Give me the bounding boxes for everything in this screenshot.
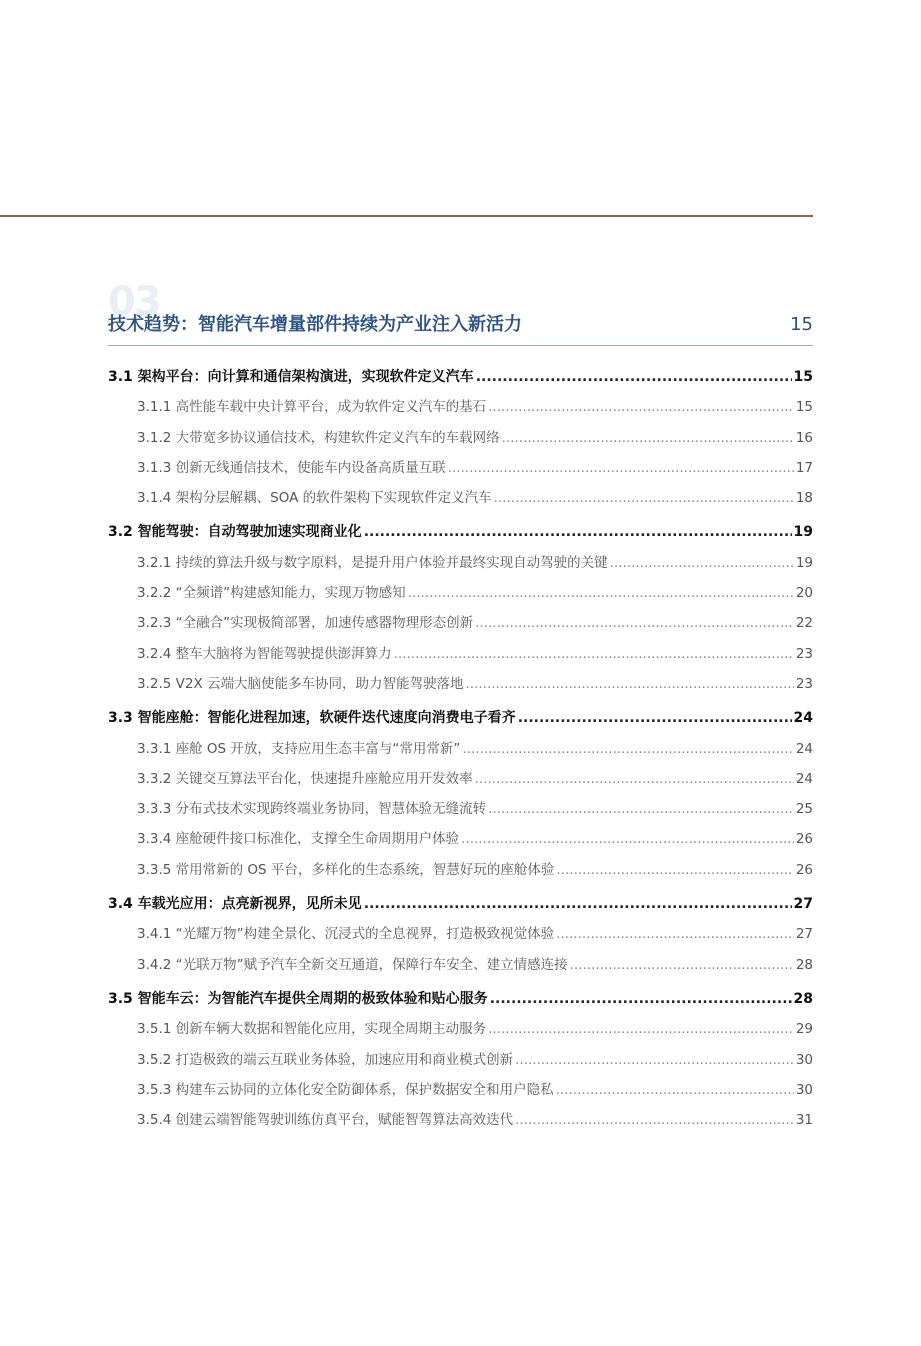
dot-leader: [570, 950, 794, 980]
toc-entry-page: 23: [795, 645, 813, 662]
toc-section-entry[interactable]: [108, 984, 813, 1014]
toc-entry-page: 28: [793, 990, 813, 1007]
toc-entry-page: 17: [795, 459, 813, 476]
toc-entry-page: 20: [795, 585, 813, 602]
toc-subsection-entry[interactable]: [108, 483, 813, 513]
toc-subsection-entry[interactable]: [108, 608, 813, 638]
dot-leader: [515, 1105, 794, 1135]
toc-subsection-entry[interactable]: [108, 1105, 813, 1135]
toc-entry-label: 3.4.1 “光耀万物”构建全景化、沉浸式的全息视界，打造极致视觉体验: [137, 926, 555, 943]
toc-subsection-entry[interactable]: [108, 824, 813, 854]
toc-entry-label: 3.5 智能车云：为智能汽车提供全周期的极致体验和贴心服务: [108, 990, 488, 1007]
dot-leader: [515, 1045, 794, 1075]
toc-entry-label: 3.2 智能驾驶：自动驾驶加速实现商业化: [108, 524, 362, 541]
chapter-page-number: 15: [790, 314, 813, 335]
toc-subsection-entry[interactable]: [108, 1075, 813, 1105]
dot-leader: [364, 889, 792, 919]
toc-section-entry[interactable]: [108, 517, 813, 547]
toc-subsection-entry[interactable]: [108, 453, 813, 483]
dot-leader: [462, 734, 793, 764]
toc-subsection-entry[interactable]: [108, 794, 813, 824]
toc-entry-page: 30: [795, 1081, 813, 1098]
toc-subsection-entry[interactable]: [108, 392, 813, 422]
dot-leader: [488, 392, 794, 422]
dot-leader: [494, 483, 794, 513]
toc-subsection-entry[interactable]: [108, 639, 813, 669]
chapter-heading: [108, 279, 813, 347]
toc-subsection-entry[interactable]: [108, 855, 813, 885]
toc-entry-page: 16: [795, 429, 813, 446]
toc-section-entry[interactable]: [108, 889, 813, 919]
toc-subsection-entry[interactable]: [108, 1045, 813, 1075]
toc-entry-label: 3.3.4 座舱硬件接口标准化，支撑全生命周期用户体验: [137, 831, 460, 848]
toc-entry-label: 3.2.4 整车大脑将为智能驾驶提供澎湃算力: [137, 645, 392, 662]
toc-section-entry[interactable]: [108, 703, 813, 733]
dot-leader: [475, 608, 794, 638]
toc-subsection-entry[interactable]: [108, 1014, 813, 1044]
dot-leader: [488, 794, 794, 824]
toc-entry-page: 24: [793, 710, 813, 727]
dot-leader: [394, 639, 794, 669]
toc-entry-label: 3.3.5 常用常新的 OS 平台，多样化的生态系统，智慧好玩的座舱体验: [137, 861, 555, 878]
toc-entry-page: 15: [795, 399, 813, 416]
toc-entry-page: 30: [795, 1051, 813, 1068]
toc-entry-page: 24: [795, 770, 813, 787]
chapter-title[interactable]: 技术趋势：智能汽车增量部件持续为产业注入新活力: [108, 314, 522, 335]
toc-entry-label: 3.1.2 大带宽多协议通信技术，构建软件定义汽车的车载网络: [137, 429, 500, 446]
toc-entry-page: 18: [795, 490, 813, 507]
toc-entry-label: 3.4.2 “光联万物”赋予汽车全新交互通道，保障行车安全、建立情感连接: [137, 956, 568, 973]
toc-entry-label: 3.5.2 打造极致的端云互联业务体验，加速应用和商业模式创新: [137, 1051, 514, 1068]
toc-entry-label: 3.3.2 关键交互算法平台化，快速提升座舱应用开发效率: [137, 770, 473, 787]
toc-entry-page: 27: [793, 896, 813, 913]
dot-leader: [502, 423, 794, 453]
toc-section-entry[interactable]: [108, 362, 813, 392]
toc-subsection-entry[interactable]: [108, 423, 813, 453]
toc-entry-label: 3.1.3 创新无线通信技术，使能车内设备高质量互联: [137, 459, 446, 476]
toc-entry-page: 15: [793, 369, 813, 385]
table-of-contents: [108, 362, 813, 1135]
toc-entry-label: 3.2.3 “全融合”实现极简部署，加速传感器物理形态创新: [137, 615, 474, 632]
toc-entry-page: 23: [795, 675, 813, 692]
toc-entry-label: 3.5.1 创新车辆大数据和智能化应用，实现全周期主动服务: [137, 1021, 487, 1038]
toc-entry-page: 22: [795, 615, 813, 632]
toc-entry-label: 3.3.1 座舱 OS 开放，支持应用生态丰富与“常用常新”: [137, 740, 461, 757]
toc-entry-page: 27: [795, 926, 813, 943]
toc-entry-page: 26: [795, 831, 813, 848]
toc-entry-page: 31: [795, 1112, 813, 1129]
dot-leader: [461, 824, 794, 854]
chapter-number: 03: [108, 279, 160, 325]
toc-entry-page: 24: [795, 740, 813, 757]
toc-subsection-entry[interactable]: [108, 764, 813, 794]
toc-entry-label: 3.3 智能座舱：智能化进程加速，软硬件迭代速度向消费电子看齐: [108, 710, 516, 727]
dot-leader: [466, 669, 794, 699]
dot-leader: [475, 764, 794, 794]
toc-entry-page: 28: [795, 956, 813, 973]
toc-subsection-entry[interactable]: [108, 734, 813, 764]
toc-subsection-entry[interactable]: [108, 950, 813, 980]
toc-entry-label: 3.4 车载光应用：点亮新视界，见所未见: [108, 896, 362, 913]
dot-leader: [610, 548, 794, 578]
dot-leader: [556, 1075, 794, 1105]
toc-entry-label: 3.1.4 架构分层解耦、SOA 的软件架构下实现软件定义汽车: [137, 490, 492, 507]
toc-entry-page: 25: [795, 801, 813, 818]
toc-subsection-entry[interactable]: [108, 548, 813, 578]
toc-subsection-entry[interactable]: [108, 578, 813, 608]
dot-leader: [490, 984, 792, 1014]
toc-entry-label: 3.1.1 高性能车载中央计算平台，成为软件定义汽车的基石: [137, 399, 487, 416]
toc-subsection-entry[interactable]: [108, 669, 813, 699]
dot-leader: [408, 578, 794, 608]
toc-entry-label: 3.5.3 构建车云协同的立体化安全防御体系，保护数据安全和用户隐私: [137, 1081, 554, 1098]
toc-entry-label: 3.2.5 V2X 云端大脑使能多车协同，助力智能驾驶落地: [137, 675, 464, 692]
dot-leader: [476, 362, 792, 392]
toc-entry-label: 3.5.4 创建云端智能驾驶训练仿真平台，赋能智驾算法高效迭代: [137, 1112, 514, 1129]
header-divider: [0, 215, 813, 217]
dot-leader: [518, 703, 792, 733]
dot-leader: [556, 919, 794, 949]
toc-entry-label: 3.2.2 “全频谱”构建感知能力，实现万物感知: [137, 585, 406, 602]
toc-entry-label: 3.3.3 分布式技术实现跨终端业务协同，智慧体验无缝流转: [137, 801, 487, 818]
dot-leader: [556, 855, 793, 885]
dot-leader: [364, 517, 792, 547]
toc-subsection-entry[interactable]: [108, 919, 813, 949]
toc-entry-page: 19: [795, 554, 813, 571]
dot-leader: [448, 453, 794, 483]
toc-entry-label: 3.2.1 持续的算法升级与数字原料，是提升用户体验并最终实现自动驾驶的关键: [137, 554, 608, 571]
toc-entry-label: 3.1 架构平台：向计算和通信架构演进，实现软件定义汽车: [108, 369, 474, 385]
chapter-divider: [108, 345, 813, 346]
toc-entry-page: 29: [795, 1021, 813, 1038]
toc-entry-page: 19: [793, 524, 813, 541]
dot-leader: [488, 1014, 794, 1044]
toc-entry-page: 26: [795, 861, 813, 878]
